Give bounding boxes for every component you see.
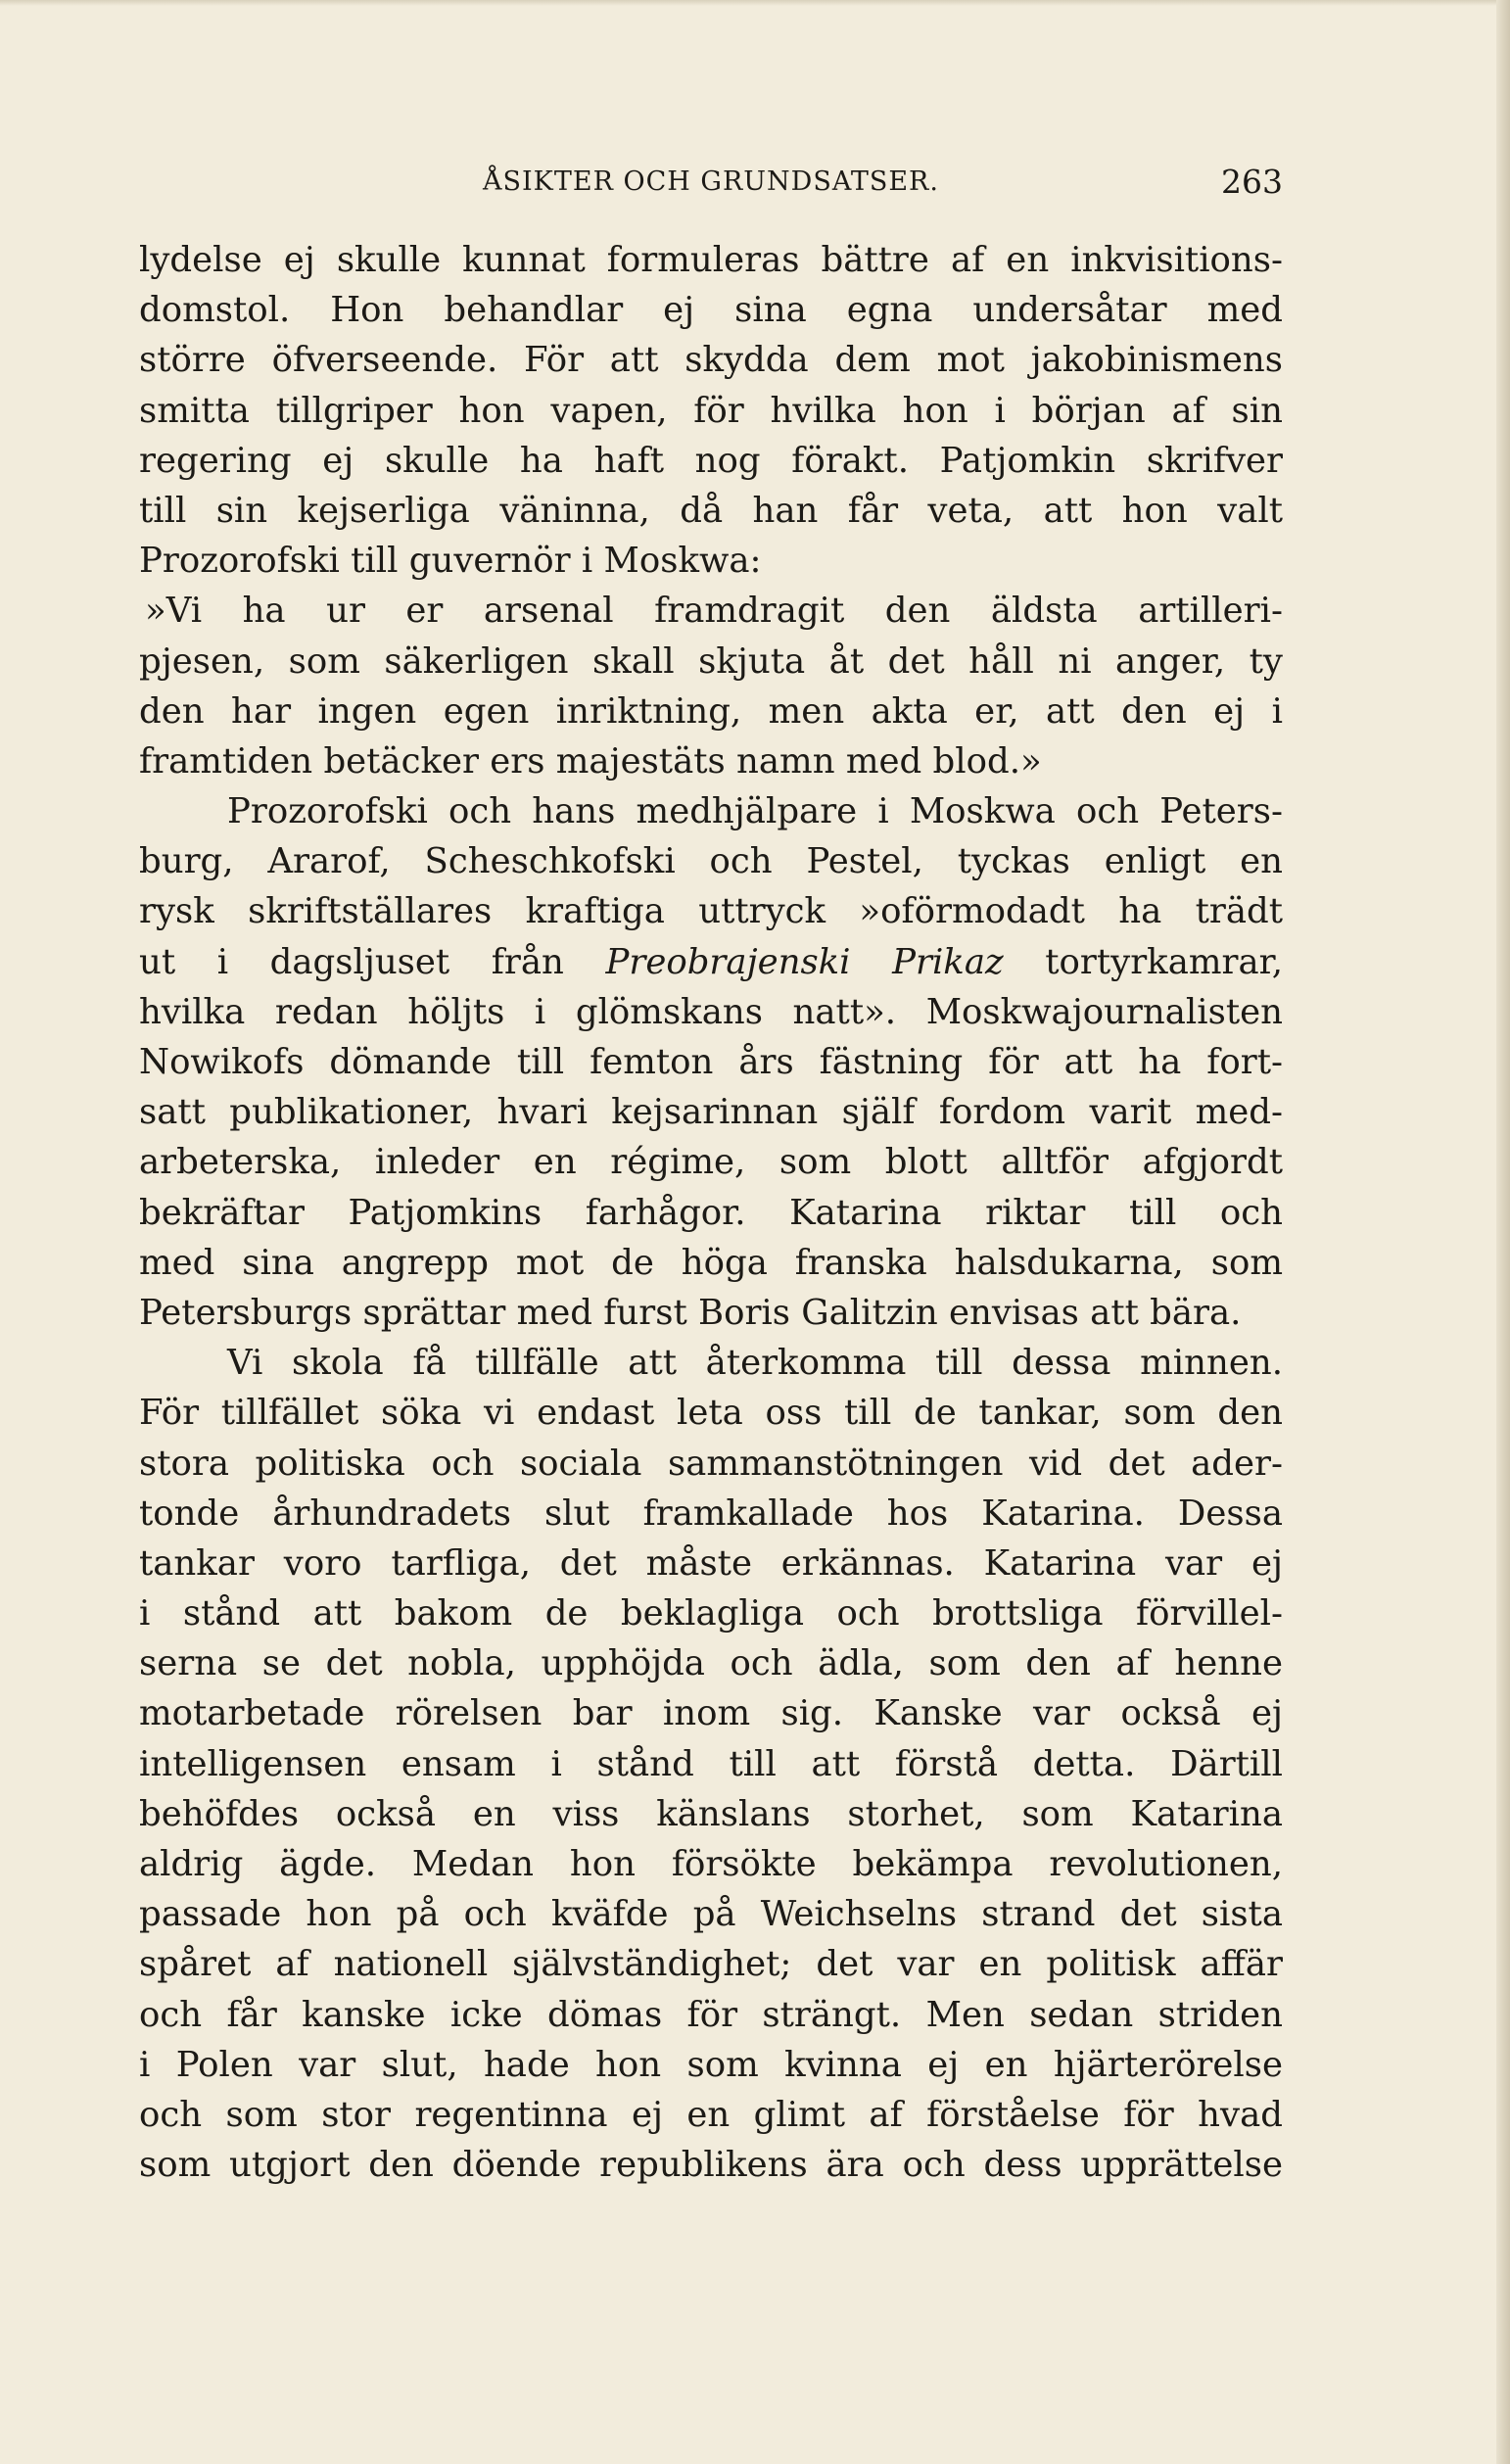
text-line: och får kanske icke dömas för strängt. Men sedan striden: [139, 1994, 1283, 2035]
text-line: domstol. Hon behandlar ej sina egna undersåtar med: [139, 290, 1283, 331]
text-line: tankar voro tarfliga, det måste erkännas. Katarina var ej: [139, 1542, 1283, 1584]
quote-line: den har ingen egen inriktning, men akta er, att den ej i: [139, 690, 1283, 732]
text-line: satt publikationer, hvari kejsarinnan själf fordom varit med-: [139, 1092, 1283, 1133]
text-line: i stånd att bakom de beklagliga och brottsliga förvillel-: [139, 1593, 1283, 1635]
quote-line: pjesen, som säkerligen skall skjuta åt det håll ni anger, ty: [139, 640, 1283, 682]
text-line: För tillfället söka vi endast leta oss till de tankar, som den: [139, 1393, 1283, 1434]
page-top-edge: [0, 0, 1510, 6]
text-line: större öfverseende. För att skydda dem mot jakobinismens: [139, 340, 1283, 381]
text-line: serna se det nobla, upphöjda och ädla, som den af henne: [139, 1643, 1283, 1684]
text-line: tonde århundradets slut framkallade hos Katarina. Dessa: [139, 1493, 1283, 1534]
text-line: rysk skriftställares kraftiga uttryck »oförmodadt ha trädt: [139, 891, 1283, 932]
text-line: som utgjort den döende republikens ära och dess upprättelse: [139, 2145, 1283, 2186]
text-line: aldrig ägde. Medan hon försökte bekämpa revolutionen,: [139, 1844, 1283, 1884]
text-line: smitta tillgriper hon vapen, för hvilka hon i början af sin: [139, 390, 1283, 431]
text-line-mixed: [139, 937, 1283, 987]
italic-term: Preobrajenski Prikaz: [605, 941, 1004, 982]
text-line: i Polen var slut, hade hon som kvinna ej en hjärterörelse: [139, 2044, 1283, 2085]
text-line: Petersburgs sprättar med furst Boris Galitzin envisas att bära.: [139, 1292, 1242, 1333]
text-line: Vi skola få tillfälle att återkomma till dessa minnen.: [227, 1343, 1283, 1384]
quote-line: »Vi ha ur er arsenal framdragit den äldsta artilleri-: [145, 591, 1283, 632]
text-line: Prozorofski och hans medhjälpare i Moskwa och Peters-: [227, 791, 1283, 832]
quote-line: framtiden betäcker ers majestäts namn med blod.»: [139, 740, 1042, 782]
text-line: hvilka redan höljts i glömskans natt». Moskwajournalisten: [139, 991, 1283, 1032]
text-fragment: tortyrkamrar,: [1003, 941, 1283, 982]
text-line: stora politiska och sociala sammanstötningen vid det ader-: [139, 1443, 1283, 1484]
text-line: Nowikofs dömande till femton års fästning för att ha fort-: [139, 1042, 1283, 1082]
text-line: motarbetade rörelsen bar inom sig. Kanske var också ej: [139, 1693, 1283, 1734]
text-line: lydelse ej skulle kunnat formuleras bättre af en inkvisitions-: [139, 240, 1283, 280]
text-line: bekräftar Patjomkins farhågor. Katarina riktar till och: [139, 1192, 1283, 1233]
running-head: ÅSIKTER OCH GRUNDSATSER.: [483, 166, 939, 197]
body-text: [139, 235, 1283, 2190]
text-line: arbeterska, inleder en régime, som blott alltför afgjordt: [139, 1142, 1283, 1183]
text-fragment: ut i dagsljuset från: [139, 941, 606, 982]
text-line: spåret af nationell självständighet; det var en politisk affär: [139, 1944, 1283, 1985]
text-line: burg, Ararof, Scheschkofski och Pestel, tyckas enligt en: [139, 841, 1283, 882]
text-line: Prozorofski till guvernör i Moskwa:: [139, 541, 762, 582]
text-line: behöfdes också en viss känslans storhet, som Katarina: [139, 1793, 1283, 1834]
text-line: intelligensen ensam i stånd till att förstå detta. Därtill: [139, 1743, 1283, 1784]
page-number: 263: [1221, 163, 1283, 201]
text-line: passade hon på och kväfde på Weichselns strand det sista: [139, 1894, 1283, 1935]
text-line: till sin kejserliga väninna, då han får veta, att hon valt: [139, 490, 1283, 531]
page-right-edge: [1496, 0, 1510, 2464]
page-header: [139, 163, 1283, 206]
text-line: regering ej skulle ha haft nog förakt. Patjomkin skrifver: [139, 440, 1283, 481]
text-line: med sina angrepp mot de höga franska halsdukarna, som: [139, 1242, 1283, 1283]
text-line: och som stor regentinna ej en glimt af förståelse för hvad: [139, 2094, 1283, 2135]
